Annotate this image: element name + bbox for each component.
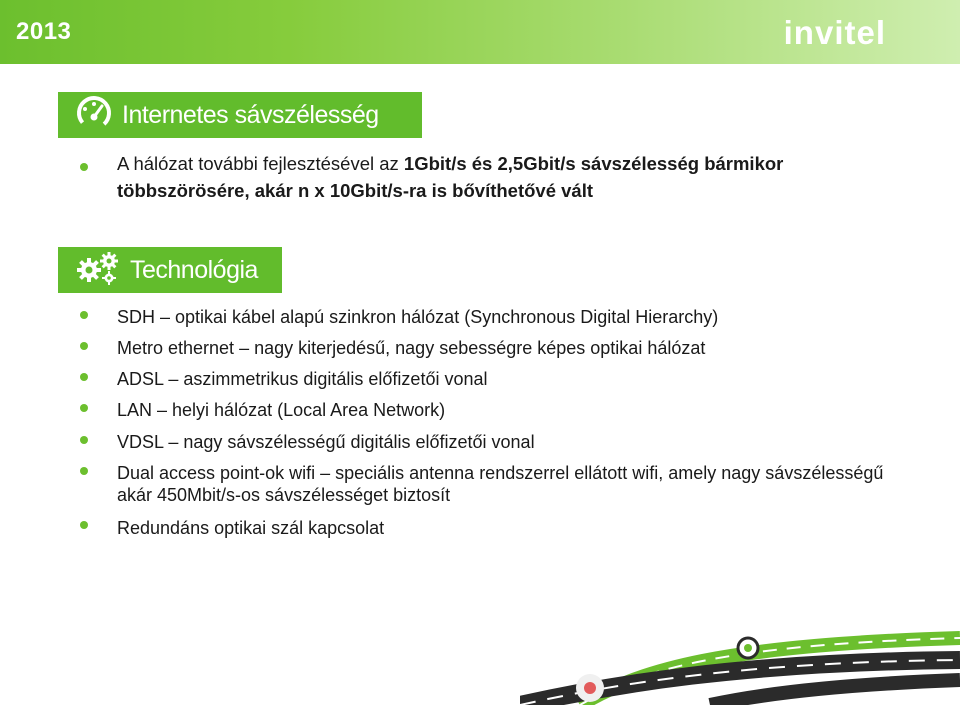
list-item: ADSL – aszimmetrikus digitális előfizetői vonal: [117, 369, 488, 389]
bullet-icon: [80, 373, 88, 381]
bullet-icon: [80, 521, 88, 529]
list-item: Redundáns optikai szál kapcsolat: [117, 518, 385, 538]
road-decoration: [520, 600, 960, 705]
section-title: Technológia: [130, 255, 258, 284]
intro-paragraph: [117, 150, 897, 204]
section-banner-bandwidth: [58, 92, 422, 138]
bullet-icon: [80, 436, 88, 444]
section-title: Internetes sávszélesség: [122, 100, 379, 129]
bullet-icon: [80, 404, 88, 412]
list-item: SDH – optikai kábel alapú szinkron hálózat (Synchronous Digital Hierarchy): [117, 307, 719, 327]
bullet-icon: [80, 311, 88, 319]
bullet-icon: [80, 467, 88, 475]
year-label: 2013: [16, 18, 72, 45]
invitel-logo: [784, 14, 886, 52]
list-item: Metro ethernet – nagy kiterjedésű, nagy sebességre képes optikai hálózat: [117, 338, 706, 358]
gears-icon: [76, 251, 120, 290]
bullet-icon: [80, 342, 88, 350]
intro-text-bold: 1Gbit/s és 2,5Gbit/s sávszélesség bármikor többszörösére, akár n x 10Gbit/s-ra is bővíthetővé vált: [117, 153, 784, 201]
list-item: VDSL – nagy sávszélességű digitális előfizetői vonal: [117, 432, 535, 452]
header-bar: [0, 0, 960, 64]
speedometer-icon: [76, 95, 112, 136]
section-banner-technology: [58, 247, 282, 293]
logo-text: invitel: [783, 14, 886, 51]
list-item: Dual access point-ok wifi – speciális antenna rendszerrel ellátott wifi, amely nagy sávszélességű akár 450Mbit/s-os sávszélességet biztosít: [117, 463, 884, 505]
bullet-icon: [80, 163, 88, 171]
intro-text-normal: A hálózat további fejlesztésével az: [117, 153, 404, 174]
list-item: LAN – helyi hálózat (Local Area Network): [117, 400, 446, 420]
